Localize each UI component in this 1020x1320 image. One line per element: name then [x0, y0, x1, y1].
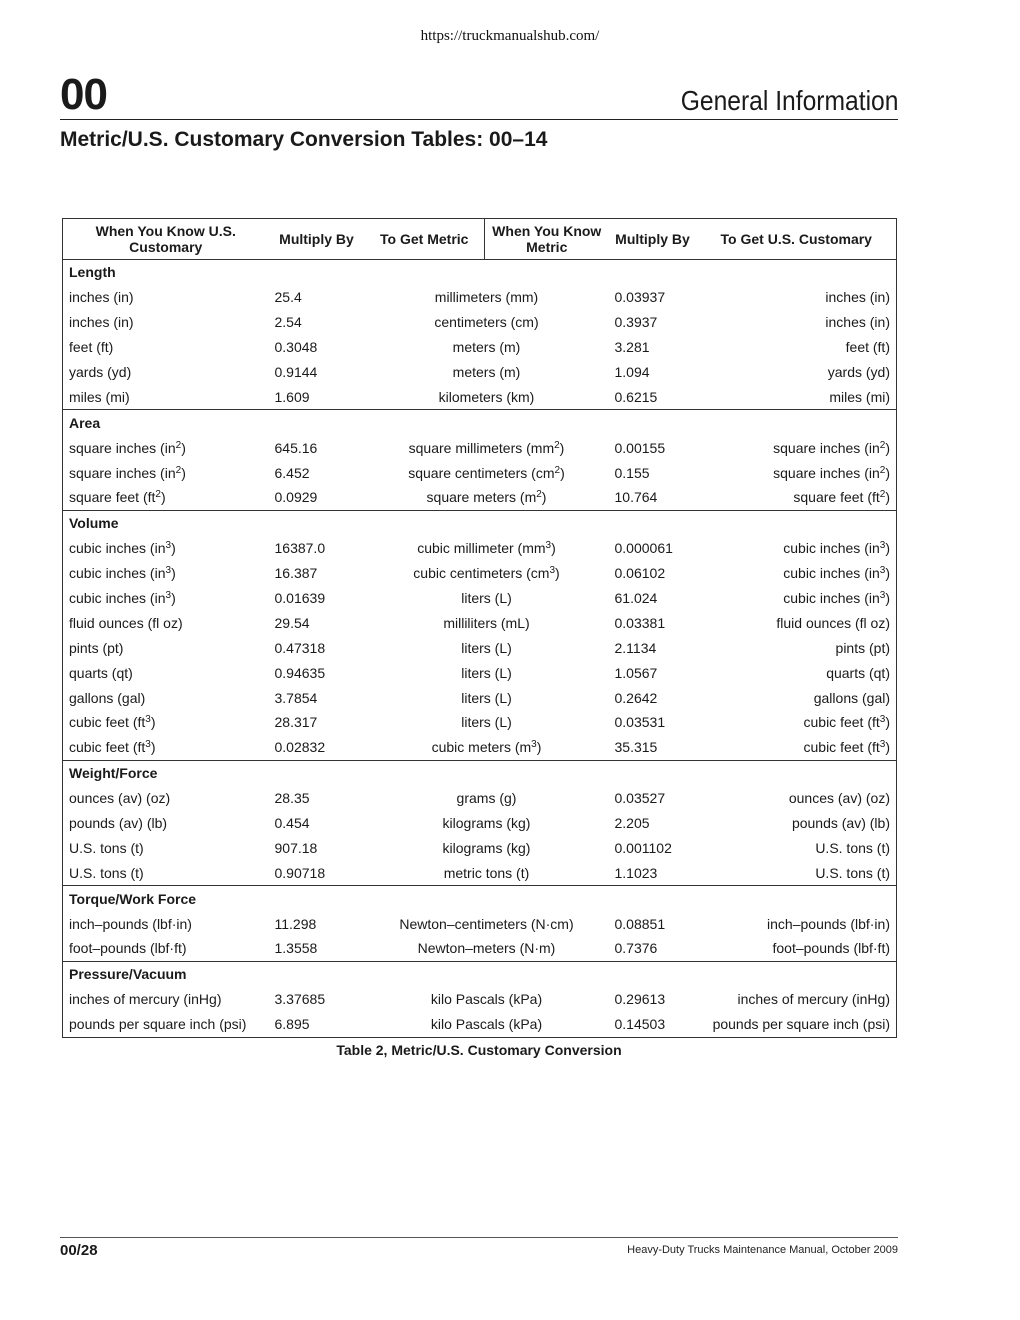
category-label: Length: [69, 264, 116, 281]
us-unit-cell: cubic inches $(in^3)$: [69, 590, 176, 607]
us-result-unit-cell: cubic inches $(in^3)$: [783, 565, 890, 582]
us-unit-cell: cubic inches $(in^3)$: [69, 540, 176, 557]
metric-unit-cell: kilo Pascals (kPa): [430, 1016, 543, 1033]
us-unit-cell: inches (in): [69, 314, 134, 331]
us-result-unit-cell: pints (pt): [835, 639, 890, 656]
category-row: [63, 410, 897, 435]
us-result-unit-cell: cubic inches $(in^3)$: [783, 540, 890, 557]
multiplier-to-metric-cell: 907.18: [274, 839, 318, 856]
table-row: [63, 860, 897, 885]
page-number: 00/28: [60, 1242, 98, 1259]
us-result-unit-cell: quarts (qt): [826, 664, 890, 681]
table-caption: Table 2, Metric/U.S. Customary Conversion: [336, 1041, 622, 1058]
metric-unit-cell: milliliters (mL): [443, 614, 530, 631]
us-unit-cell: U.S. tons (t): [69, 864, 144, 881]
us-unit-cell: fluid ounces (fl oz): [69, 614, 183, 631]
multiplier-to-metric-cell: 1.609: [274, 388, 310, 405]
multiplier-to-us-cell: 0.155: [614, 464, 650, 481]
table-row: [63, 384, 897, 409]
column-header: When You Know U.S. Customary: [63, 219, 269, 260]
column-header: Multiply By: [609, 219, 697, 260]
multiplier-to-metric-cell: 645.16: [274, 439, 318, 456]
category-row: [63, 961, 897, 986]
footer-divider: [60, 1237, 898, 1238]
table-row: [63, 660, 897, 685]
table-row: [63, 285, 897, 310]
multiplier-to-us-cell: 10.764: [614, 489, 658, 506]
category-label: Volume: [63, 510, 897, 535]
metric-unit-cell: millimeters (mm): [434, 289, 539, 306]
metric-unit-cell: liters (L): [461, 714, 512, 731]
us-result-unit-cell: pounds per square inch (psi): [712, 1016, 890, 1033]
us-unit-cell: inches (in): [69, 289, 134, 306]
metric-unit-cell: cubic meters $(m^3)$: [431, 739, 542, 756]
table-row: [63, 786, 897, 811]
metric-unit-cell: centimeters (cm): [434, 314, 539, 331]
table-row: [63, 360, 897, 385]
metric-unit-cell: square meters $(m^2)$: [426, 489, 547, 506]
multiplier-to-metric-cell: 1.3558: [274, 940, 318, 957]
multiplier-to-us-cell: 61.024: [614, 590, 658, 607]
multiplier-to-metric-cell: 6.452: [274, 464, 310, 481]
us-result-unit-cell: pounds (av) (lb): [791, 815, 890, 832]
us-unit-cell: ounces (av) (oz): [69, 790, 171, 807]
multiplier-to-metric-cell: 28.35: [274, 790, 310, 807]
table-row: [63, 811, 897, 836]
table-row: [63, 936, 897, 961]
category-label: Torque/Work Force: [63, 886, 897, 911]
metric-unit-cell: grams (g): [456, 790, 517, 807]
multiplier-to-us-cell: 1.0567: [614, 664, 658, 681]
conversion-table-container: [62, 218, 896, 1058]
table-header-row: [63, 219, 897, 260]
conversion-table: [62, 218, 897, 1038]
metric-unit-cell: metric tons (t): [443, 864, 530, 881]
us-unit-cell: square feet $(ft^2)$: [69, 489, 166, 506]
source-url[interactable]: https://truckmanualshub.com/: [420, 28, 600, 44]
multiplier-to-us-cell: 0.001102: [614, 839, 672, 856]
us-result-unit-cell: U.S. tons (t): [815, 839, 890, 856]
us-result-unit-cell: inches (in): [825, 289, 890, 306]
multiplier-to-metric-cell: 0.454: [274, 815, 310, 832]
multiplier-to-metric-cell: 0.9144: [274, 364, 318, 380]
us-result-unit-cell: ounces (av) (oz): [788, 790, 890, 807]
multiplier-to-metric-cell: 0.94635: [274, 664, 326, 681]
multiplier-to-metric-cell: 3.37685: [274, 991, 326, 1008]
chapter-number: 00: [60, 70, 107, 119]
multiplier-to-us-cell: 0.29613: [614, 991, 666, 1008]
multiplier-to-metric-cell: 25.4: [274, 289, 302, 306]
multiplier-to-metric-cell: 6.895: [274, 1016, 310, 1033]
header-divider: [60, 119, 898, 120]
multiplier-to-metric-cell: 16387.0: [274, 540, 326, 557]
section-title: Metric/U.S. Customary Conversion Tables: 00–14: [60, 128, 548, 151]
us-result-unit-cell: square feet $(ft^2)$: [793, 489, 890, 506]
multiplier-to-metric-cell: 0.02832: [274, 739, 326, 756]
metric-unit-cell: square millimeters $(mm^2)$: [408, 439, 565, 456]
table-row: [63, 610, 897, 635]
multiplier-to-us-cell: 0.06102: [614, 565, 666, 582]
us-result-unit-cell: inches (in): [825, 314, 890, 331]
us-unit-cell: miles (mi): [69, 388, 130, 405]
us-unit-cell: cubic feet $(ft^3)$: [69, 714, 156, 731]
us-result-unit-cell: cubic inches $(in^3)$: [783, 590, 890, 607]
us-result-unit-cell: feet (ft): [845, 339, 890, 356]
table-row: [63, 561, 897, 586]
multiplier-to-us-cell: 0.6215: [614, 388, 658, 405]
metric-unit-cell: Newton–meters (N·m): [417, 940, 556, 957]
table-body: [63, 260, 897, 1038]
multiplier-to-us-cell: 0.00155: [614, 439, 666, 456]
table-row: [63, 911, 897, 936]
metric-unit-cell: liters (L): [461, 590, 512, 607]
table-row: [63, 335, 897, 360]
multiplier-to-us-cell: 3.281: [614, 339, 650, 356]
us-unit-cell: cubic feet $(ft^3)$: [69, 739, 156, 756]
us-result-unit-cell: inches of mercury (inHg): [737, 991, 890, 1008]
metric-unit-cell: kilograms (kg): [442, 815, 531, 832]
table-row: [63, 435, 897, 460]
us-result-unit-cell: foot–pounds (lbf·ft): [772, 940, 890, 957]
table-row: [63, 735, 897, 760]
multiplier-to-metric-cell: 0.3048: [274, 339, 318, 356]
us-result-unit-cell: yards (yd): [827, 364, 890, 380]
multiplier-to-metric-cell: 28.317: [274, 714, 318, 731]
multiplier-to-metric-cell: 0.90718: [274, 864, 326, 881]
category-row: [63, 260, 897, 285]
metric-unit-cell: liters (L): [461, 664, 512, 681]
table-row: [63, 310, 897, 335]
metric-unit-cell: kilometers (km): [438, 388, 535, 405]
multiplier-to-us-cell: 0.7376: [614, 940, 658, 957]
us-result-unit-cell: square inches $(in^2)$: [773, 439, 890, 456]
table-row: [63, 536, 897, 561]
column-header: When You Know Metric: [485, 219, 609, 260]
metric-unit-cell: cubic centimeters $(cm^3)$: [413, 565, 560, 582]
us-unit-cell: feet (ft): [69, 339, 114, 356]
us-unit-cell: quarts (qt): [69, 664, 133, 681]
multiplier-to-metric-cell: 11.298: [274, 915, 317, 932]
category-row: [63, 886, 897, 911]
metric-unit-cell: meters (m): [452, 364, 521, 380]
us-unit-cell: square inches $(in^2)$: [69, 464, 186, 481]
table-row: [63, 685, 897, 710]
metric-unit-cell: meters (m): [452, 339, 521, 356]
us-unit-cell: cubic inches $(in^3)$: [69, 565, 176, 582]
metric-unit-cell: kilo Pascals (kPa): [430, 991, 543, 1008]
table-row: [63, 1012, 897, 1037]
column-header: Multiply By: [269, 219, 365, 260]
us-result-unit-cell: cubic feet $(ft^3)$: [803, 714, 890, 731]
us-unit-cell: square inches $(in^2)$: [69, 439, 186, 456]
metric-unit-cell: liters (L): [461, 639, 512, 656]
us-unit-cell: pints (pt): [69, 639, 124, 656]
us-result-unit-cell: miles (mi): [829, 388, 890, 405]
us-result-unit-cell: U.S. tons (t): [815, 864, 890, 881]
multiplier-to-metric-cell: 0.47318: [274, 639, 326, 656]
table-row: [63, 987, 897, 1012]
metric-unit-cell: Newton–centimeters (N·cm): [399, 915, 574, 932]
multiplier-to-us-cell: 0.03531: [614, 714, 666, 731]
metric-unit-cell: kilograms (kg): [442, 839, 531, 856]
multiplier-to-us-cell: 35.315: [614, 739, 658, 756]
multiplier-to-metric-cell: 2.54: [274, 314, 302, 331]
category-row: [63, 510, 897, 535]
multiplier-to-metric-cell: 3.7854: [274, 689, 318, 706]
table-row: [63, 835, 897, 860]
metric-unit-cell: square centimeters $(cm^2)$: [408, 464, 565, 481]
multiplier-to-us-cell: 1.1023: [614, 864, 658, 881]
us-unit-cell: pounds per square inch (psi): [69, 1016, 247, 1033]
us-unit-cell: yards (yd): [69, 364, 132, 380]
category-label: Area: [63, 410, 897, 435]
us-unit-cell: inches of mercury (inHg): [69, 991, 222, 1008]
metric-unit-cell: cubic millimeter $(mm^3)$: [417, 540, 556, 557]
table-row: [63, 635, 897, 660]
category-label: Weight/Force: [63, 760, 897, 785]
column-header: To Get U.S. Customary: [697, 219, 897, 260]
table-row: [63, 586, 897, 611]
multiplier-to-us-cell: 0.03937: [614, 289, 666, 306]
multiplier-to-us-cell: 0.03527: [614, 790, 666, 807]
table-row: [63, 485, 897, 510]
category-row: [63, 760, 897, 785]
us-result-unit-cell: square inches $(in^2)$: [773, 464, 890, 481]
multiplier-to-us-cell: 0.14503: [614, 1016, 666, 1033]
us-unit-cell: inch–pounds (lbf·in): [69, 915, 192, 932]
manual-title: Heavy-Duty Trucks Maintenance Manual, October 2009: [627, 1244, 898, 1256]
us-result-unit-cell: inch–pounds (lbf·in): [767, 915, 890, 932]
multiplier-to-us-cell: 0.2642: [614, 689, 658, 706]
us-result-unit-cell: fluid ounces (fl oz): [776, 614, 890, 631]
multiplier-to-metric-cell: 16.387: [274, 565, 318, 582]
us-unit-cell: pounds (av) (lb): [69, 815, 168, 832]
table-row: [63, 460, 897, 485]
table-row: [63, 710, 897, 735]
multiplier-to-metric-cell: 0.0929: [274, 489, 318, 506]
multiplier-to-us-cell: 2.1134: [614, 639, 657, 656]
us-result-unit-cell: cubic feet $(ft^3)$: [803, 739, 890, 756]
multiplier-to-metric-cell: 29.54: [274, 614, 310, 631]
multiplier-to-us-cell: 0.03381: [614, 614, 666, 631]
us-unit-cell: U.S. tons (t): [69, 839, 144, 856]
metric-unit-cell: liters (L): [461, 689, 512, 706]
chapter-title: General Information: [680, 85, 898, 116]
multiplier-to-us-cell: 0.3937: [614, 314, 658, 331]
column-header: To Get Metric: [365, 219, 485, 260]
us-result-unit-cell: gallons (gal): [813, 689, 890, 706]
multiplier-to-metric-cell: 0.01639: [274, 590, 326, 607]
multiplier-to-us-cell: 1.094: [614, 364, 650, 380]
us-unit-cell: foot–pounds (lbf·ft): [69, 940, 187, 957]
multiplier-to-us-cell: 0.000061: [614, 540, 673, 557]
multiplier-to-us-cell: 0.08851: [614, 915, 666, 932]
multiplier-to-us-cell: 2.205: [614, 815, 650, 832]
us-unit-cell: gallons (gal): [69, 689, 146, 706]
category-label: Pressure/Vacuum: [63, 961, 897, 986]
